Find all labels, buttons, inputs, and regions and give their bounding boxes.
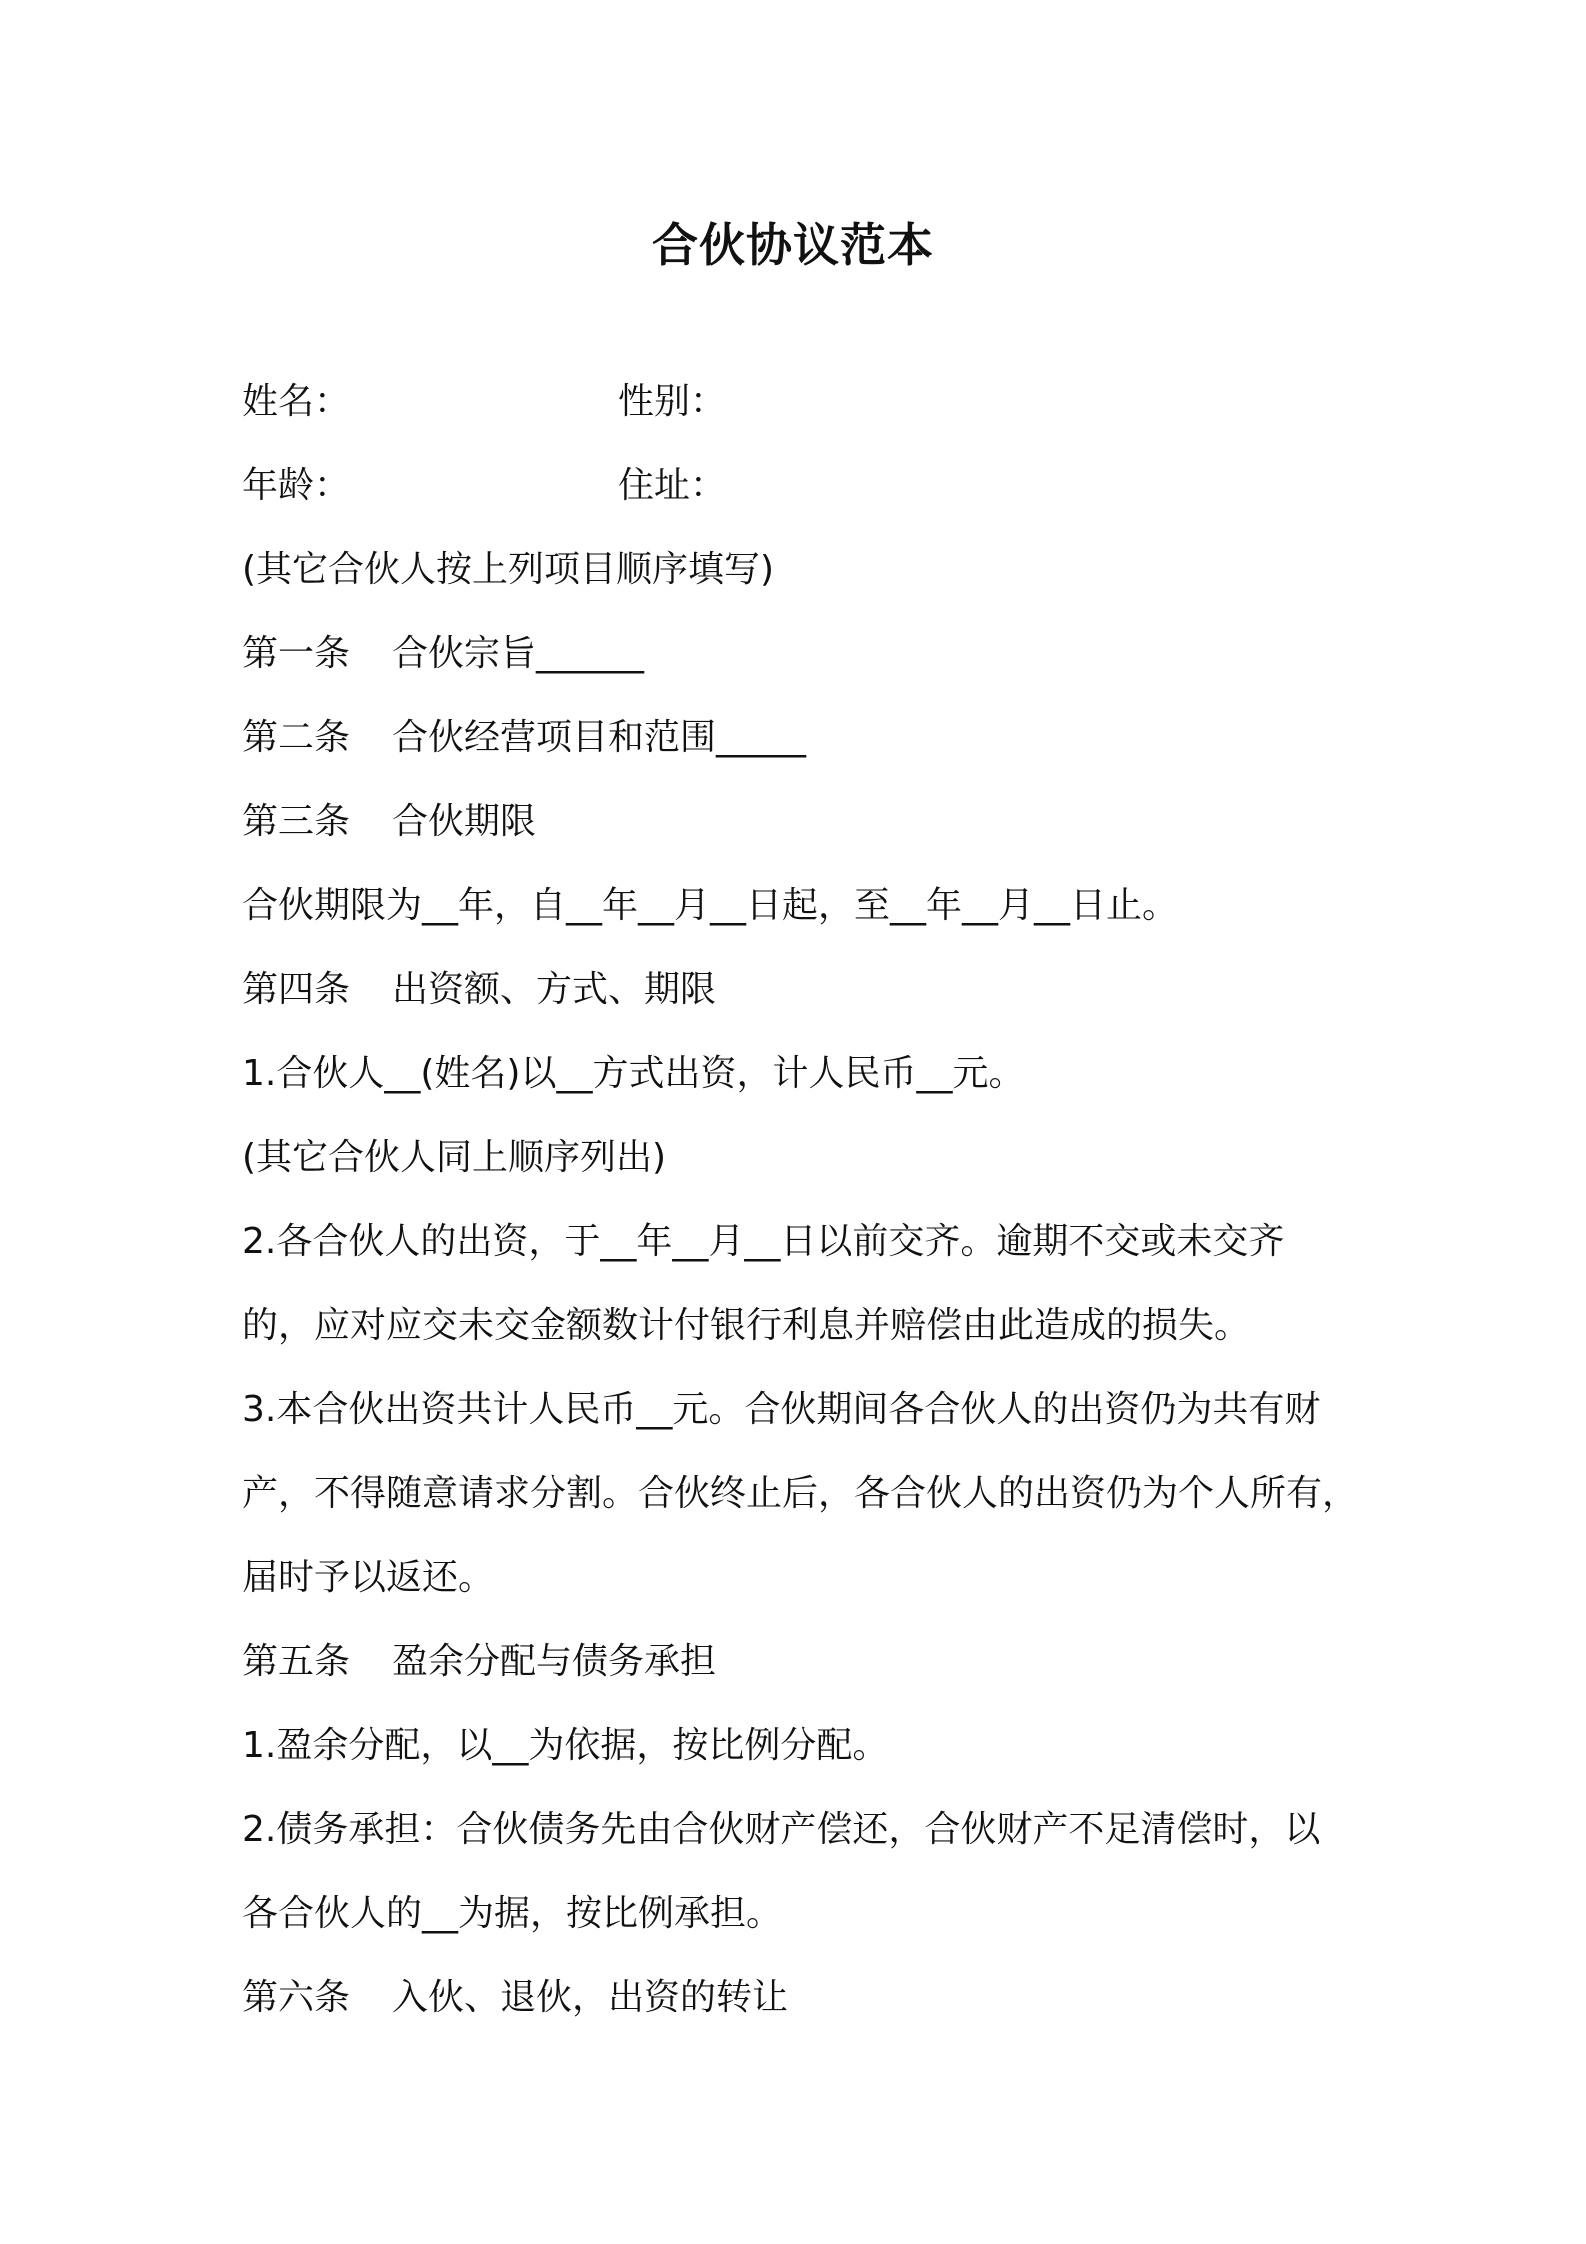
clause-5-2-line-2: 各合伙人的__为据，按比例承担。 — [242, 1893, 783, 1934]
article-1 — [242, 612, 1362, 696]
document-title: 合伙协议范本 — [652, 218, 934, 272]
article-5-number: 第五条 — [242, 1641, 351, 1682]
clause-4-3-line-1: 3.本合伙出资共计人民币__元。合伙期间各合伙人的出资仍为共有财 — [242, 1389, 1321, 1430]
article-6-text: 入伙、退伙，出资的转让 — [392, 1977, 789, 2018]
article-1-number: 第一条 — [242, 633, 351, 674]
clause-4-3-line-3: 届时予以返还。 — [242, 1557, 495, 1598]
clause-4-2-line-2: 的，应对应交未交金额数计付银行利息并赔偿由此造成的损失。 — [242, 1305, 1251, 1346]
article-3-number: 第三条 — [242, 801, 351, 842]
address-field-label: 住址： — [618, 465, 727, 506]
article-6-number: 第六条 — [242, 1977, 351, 2018]
clause-5-2-line-1: 2.债务承担：合伙债务先由合伙财产偿还，合伙财产不足清偿时，以 — [242, 1809, 1321, 1850]
term-clause: 合伙期限为__年，自__年__月__日起，至__年__月__日止。 — [242, 885, 1179, 926]
gender-field-label: 性别： — [618, 381, 727, 422]
article-3 — [242, 780, 1362, 864]
document-body — [242, 360, 1362, 2040]
article-4-number: 第四条 — [242, 969, 351, 1010]
clause-5-1: 1.盈余分配，以__为依据，按比例分配。 — [242, 1725, 889, 1766]
article-2 — [242, 696, 1362, 780]
clause-4-2-line-1: 2.各合伙人的出资，于__年__月__日以前交齐。逾期不交或未交齐 — [242, 1221, 1285, 1262]
article-5 — [242, 1620, 1362, 1704]
age-field-label: 年龄： — [242, 465, 351, 506]
article-1-text: 合伙宗旨______ — [392, 633, 645, 674]
field-row-age-address — [242, 444, 1362, 528]
note-other-partners-list: (其它合伙人同上顺序列出) — [242, 1137, 667, 1178]
article-4-text: 出资额、方式、期限 — [392, 969, 717, 1010]
article-2-text: 合伙经营项目和范围_____ — [392, 717, 807, 758]
article-5-text: 盈余分配与债务承担 — [392, 1641, 717, 1682]
clause-4-1: 1.合伙人__(姓名)以__方式出资，计人民币__元。 — [242, 1053, 1025, 1094]
article-3-text: 合伙期限 — [392, 801, 537, 842]
article-2-number: 第二条 — [242, 717, 351, 758]
field-row-name-gender — [242, 360, 1362, 444]
article-6 — [242, 1956, 1362, 2040]
note-other-partners-fill: (其它合伙人按上列项目顺序填写) — [242, 549, 775, 590]
article-4 — [242, 948, 1362, 1032]
name-field-label: 姓名： — [242, 381, 351, 422]
clause-4-3-line-2: 产，不得随意请求分割。合伙终止后，各合伙人的出资仍为个人所有， — [242, 1473, 1359, 1514]
